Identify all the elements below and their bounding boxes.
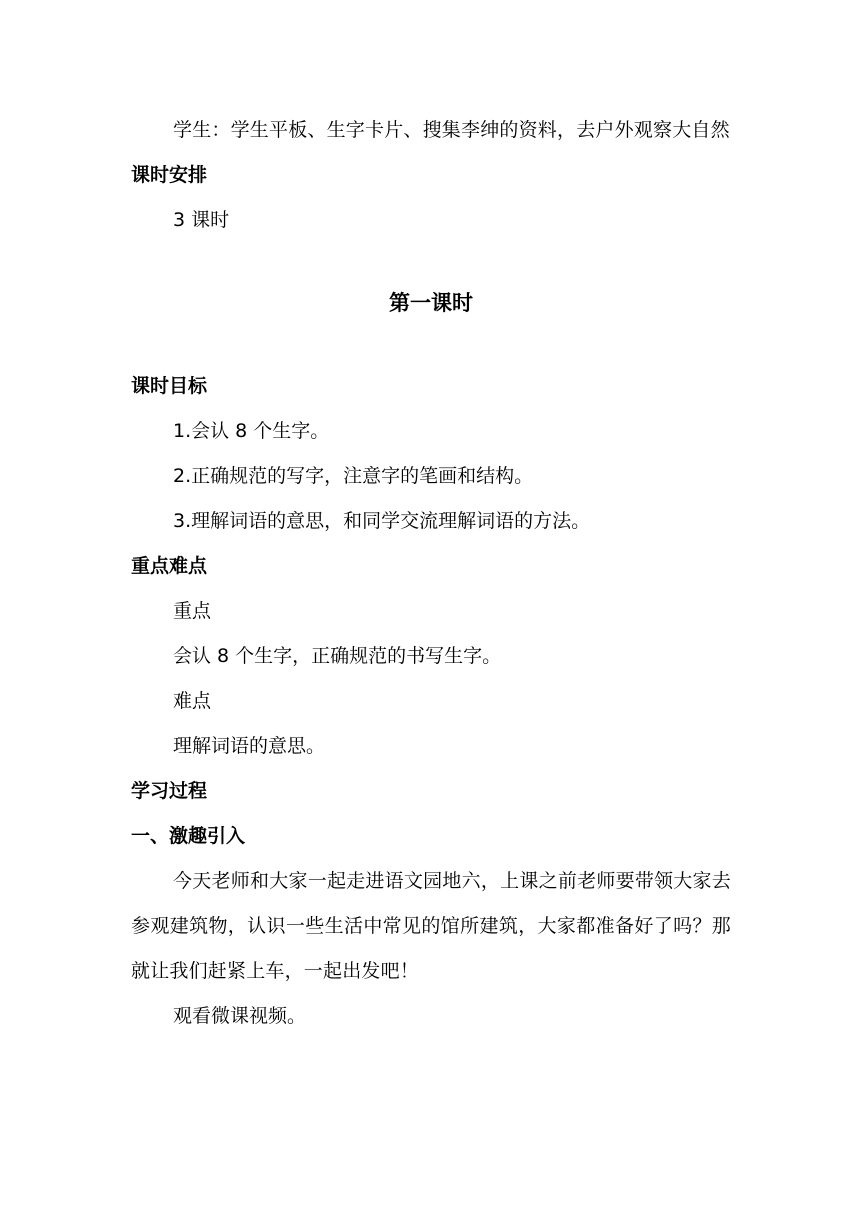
section1-paragraph: 今天老师和大家一起走进语文园地六，上课之前老师要带领大家去参观建筑物，认识一些生活中常见的馆所建筑，大家都准备好了吗？那就让我们赶紧上车，一起出发吧！ [131, 870, 731, 982]
section1-video: 观看微课视频。 [173, 1005, 307, 1027]
schedule-text: 3 课时 [173, 209, 230, 231]
goal-item-1: 1.会认 8 个生字。 [173, 420, 330, 442]
key-text: 会认 8 个生字，正确规范的书写生字。 [173, 645, 502, 667]
goal-item-3: 3.理解词语的意思，和同学交流理解词语的方法。 [173, 510, 591, 532]
document-page [131, 108, 731, 1039]
schedule-heading: 课时安排 [131, 164, 208, 186]
key-label: 重点 [173, 600, 212, 622]
difficulty-label: 难点 [173, 690, 212, 712]
lesson-title: 第一课时 [389, 291, 473, 315]
difficulty-text: 理解词语的意思。 [173, 735, 326, 757]
process-heading: 学习过程 [131, 780, 208, 802]
section1-heading: 一、激趣引入 [131, 825, 246, 847]
key-difficulty-heading: 重点难点 [131, 555, 208, 577]
student-prep-paragraph: 学生：学生平板、生字卡片、搜集李绅的资料，去户外观察大自然 [173, 119, 730, 141]
goals-heading: 课时目标 [131, 375, 208, 397]
goal-item-2: 2.正确规范的写字，注意字的笔画和结构。 [173, 465, 534, 487]
